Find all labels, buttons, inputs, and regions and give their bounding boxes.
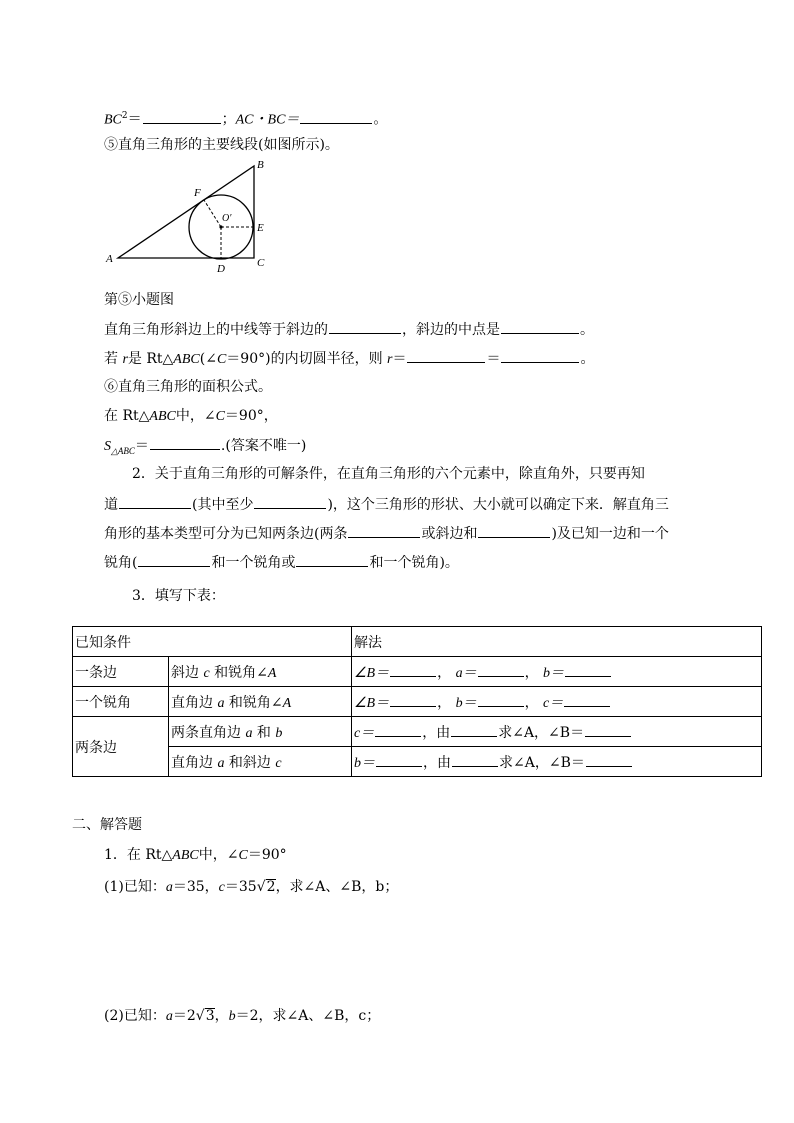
var-a: a xyxy=(245,725,253,741)
b-label: b＝ xyxy=(455,695,477,711)
var-c: c xyxy=(218,880,225,895)
row3-condition xyxy=(169,717,352,747)
var-a-angle: A xyxy=(282,695,292,711)
var-c: c xyxy=(203,665,210,681)
blank-cell[interactable] xyxy=(585,722,631,737)
right-triangle-incircle-figure xyxy=(104,158,274,276)
table-row xyxy=(73,627,762,657)
var-a: a xyxy=(217,755,225,771)
angle-b-label: ∠B＝ xyxy=(354,665,390,681)
sqrt-sign: √ xyxy=(256,879,266,895)
table-row xyxy=(73,687,762,717)
b-label: b＝ xyxy=(354,755,375,771)
eq-sign-2: ＝ xyxy=(486,351,501,367)
p1-text-d: ，求∠A、∠B，b； xyxy=(275,879,399,895)
var-c: c xyxy=(275,755,282,771)
q2-line-1: 2．关于直角三角形的可解条件，在直角三角形的六个元素中，除直角外，只要再知 xyxy=(132,466,645,482)
row1-method xyxy=(352,657,762,687)
blank-cell[interactable] xyxy=(390,662,436,677)
table-row xyxy=(73,717,762,747)
cond-text: 斜边 xyxy=(171,664,199,681)
solution-table xyxy=(72,626,762,777)
blank-known-count[interactable] xyxy=(119,494,191,509)
c-label: c＝ xyxy=(543,695,564,711)
blank-cell[interactable] xyxy=(452,752,498,767)
find-text: 求∠A，∠B＝ xyxy=(499,754,585,771)
var-b: b xyxy=(228,1009,236,1024)
q2-line-3 xyxy=(104,523,669,544)
c-label: c＝ xyxy=(354,725,375,741)
q3-heading: 3．填写下表： xyxy=(132,588,225,604)
blank-cell[interactable] xyxy=(478,662,524,677)
row1-condition xyxy=(169,657,352,687)
var-a: a xyxy=(217,695,225,711)
var-abc: ABC xyxy=(149,409,176,424)
row4-condition xyxy=(169,747,352,777)
blank-r-formula-2[interactable] xyxy=(501,348,579,363)
cond-text: 和锐角∠ xyxy=(228,694,283,711)
q2-text-i: 和一个锐角)。 xyxy=(369,555,459,571)
figure-caption: 第⑤小题图 xyxy=(104,292,174,308)
q2-text-d: 角形的基本类型可分为已知两条边(两条 xyxy=(104,526,348,542)
p2-text-a: (2)已知： xyxy=(104,1008,166,1024)
sep: ， xyxy=(437,694,452,711)
label-e: E xyxy=(257,222,264,234)
b-label: b＝ xyxy=(543,665,565,681)
rt-text-b: 中，∠ xyxy=(175,408,216,424)
sqrt-radicand: 3 xyxy=(205,1008,215,1024)
by-text: ，由 xyxy=(423,754,451,771)
blank-median[interactable] xyxy=(329,319,401,334)
p1-text-b: ＝35， xyxy=(172,879,219,895)
label-d: D xyxy=(217,263,225,275)
incircle-text-c: (∠ xyxy=(199,351,217,367)
incircle-text-a: 若 xyxy=(104,351,118,367)
var-abc: ABC xyxy=(173,352,200,367)
area-formula-line xyxy=(104,435,306,461)
q1-text-c: ＝90° xyxy=(247,847,287,863)
product-line xyxy=(104,106,387,131)
header-method: 解法 xyxy=(352,627,762,657)
section2-title: 二、解答题 xyxy=(72,817,142,833)
period: 。 xyxy=(373,111,388,128)
median-text-a: 直角三角形斜边上的中线等于斜边的 xyxy=(104,322,328,338)
bc-label: BC xyxy=(104,112,122,128)
var-r2: r xyxy=(387,352,393,367)
cond-text: 和锐角∠ xyxy=(214,664,268,681)
blank-cell[interactable] xyxy=(376,752,422,767)
sep: ， xyxy=(437,664,452,681)
rt-text-c: ＝90°， xyxy=(224,408,278,424)
row2-type: 一个锐角 xyxy=(73,687,169,717)
cond-text: 两条直角边 xyxy=(171,724,241,741)
blank-cell[interactable] xyxy=(478,692,524,707)
p1-text-c: ＝35 xyxy=(224,879,257,895)
var-c: C xyxy=(215,409,225,424)
sep: ， xyxy=(524,694,539,711)
radius-of xyxy=(204,200,221,227)
sqrt-radicand: 2 xyxy=(266,879,276,895)
q2-text-c: )，这个三角形的形状、大小就可以确定下来．解直角三 xyxy=(327,497,669,513)
median-text-b: ，斜边的中点是 xyxy=(402,322,500,338)
blank-hyp-and[interactable] xyxy=(478,523,550,538)
blank-cell[interactable] xyxy=(390,692,436,707)
q2-text-e: 或斜边和 xyxy=(421,526,478,542)
q2-text-f: )及已知一边和一个 xyxy=(551,526,669,542)
var-r: r xyxy=(122,352,128,367)
var-s-subscript: △ABC xyxy=(111,445,135,456)
angle-b-label: ∠B＝ xyxy=(354,695,390,711)
blank-cell[interactable] xyxy=(375,722,421,737)
blank-side-1[interactable] xyxy=(138,552,210,567)
blank-side-2[interactable] xyxy=(296,552,368,567)
find-text: 求∠A，∠B＝ xyxy=(498,724,585,741)
q2-line-4 xyxy=(104,552,459,573)
blank-area[interactable] xyxy=(150,435,220,450)
var-a: a xyxy=(165,1009,173,1024)
row34-type: 两条边 xyxy=(73,717,169,777)
var-a: a xyxy=(165,880,173,895)
label-a: A xyxy=(106,253,113,265)
rt-line xyxy=(104,406,278,427)
triangle-abc xyxy=(118,166,254,258)
var-c: C xyxy=(238,848,248,863)
cond-text: 和斜边 xyxy=(228,754,271,771)
label-b: B xyxy=(257,159,264,171)
label-c: C xyxy=(257,257,265,269)
blank-bc-squared[interactable] xyxy=(143,109,221,124)
median-line xyxy=(104,319,594,340)
blank-cell[interactable] xyxy=(565,662,611,677)
q2-text-a: 道 xyxy=(104,497,118,513)
row2-method xyxy=(352,687,762,717)
q2-text-h: 和一个锐角或 xyxy=(211,555,296,571)
blank-r-formula-1[interactable] xyxy=(407,348,485,363)
sqrt-sign: √ xyxy=(195,1008,205,1024)
by-text: ，由 xyxy=(422,724,451,741)
row4-method xyxy=(352,747,762,777)
p1-text-a: (1)已知： xyxy=(104,879,166,895)
incircle-end: 。 xyxy=(580,351,595,367)
table-row xyxy=(73,657,762,687)
eq-sign: ＝ xyxy=(392,351,407,367)
rt-text-a: 在 Rt△ xyxy=(104,408,150,424)
q2-text-b: (其中至少 xyxy=(192,497,254,513)
q1-text-a: 1．在 Rt△ xyxy=(104,847,173,863)
separator: ； xyxy=(221,111,236,128)
var-a-angle: A xyxy=(267,665,277,681)
blank-ac-bc[interactable] xyxy=(300,109,372,124)
blank-cell[interactable] xyxy=(451,722,497,737)
ac-bc-label: AC・BC＝ xyxy=(235,112,300,128)
cond-text: 和 xyxy=(256,724,271,741)
row1-type: 一条边 xyxy=(73,657,169,687)
sep: ， xyxy=(524,664,539,681)
section2-p1 xyxy=(104,877,398,898)
label-o: O′ xyxy=(222,213,232,224)
section2-p2 xyxy=(104,1006,380,1027)
cond-text: 直角边 xyxy=(171,754,213,771)
incircle-text-b: 是 Rt△ xyxy=(127,351,174,367)
p2-text-b: ＝2 xyxy=(172,1008,196,1024)
var-b: b xyxy=(275,725,283,741)
item5-heading: ⑤直角三角形的主要线段(如图所示)。 xyxy=(104,137,339,153)
eq-sign: ＝ xyxy=(134,438,149,454)
incircle-line xyxy=(104,348,594,370)
q2-text-g: 锐角( xyxy=(104,555,138,571)
p2-text-c: ， xyxy=(214,1008,229,1024)
var-abc: ABC xyxy=(172,848,199,863)
item6-heading: ⑥直角三角形的面积公式。 xyxy=(104,379,272,395)
label-f: F xyxy=(194,187,201,199)
q1-text-b: 中，∠ xyxy=(198,847,239,863)
a-label: a＝ xyxy=(455,665,477,681)
q2-line-2 xyxy=(104,494,669,515)
section2-q1 xyxy=(104,845,287,866)
blank-two-sides[interactable] xyxy=(348,523,420,538)
blank-cell[interactable] xyxy=(586,752,632,767)
var-s: S xyxy=(104,439,111,454)
var-c: C xyxy=(216,352,227,367)
row2-condition xyxy=(169,687,352,717)
blank-midpoint[interactable] xyxy=(501,319,579,334)
cond-text: 直角边 xyxy=(171,694,213,711)
blank-cell[interactable] xyxy=(564,692,610,707)
table-row xyxy=(73,747,762,777)
header-known: 已知条件 xyxy=(73,627,352,657)
eq-sign: ＝ xyxy=(127,111,142,128)
area-note: .(答案不唯一) xyxy=(220,438,307,454)
bc-exponent: 2 xyxy=(121,111,128,121)
blank-at-least[interactable] xyxy=(254,494,326,509)
p2-text-d: ＝2，求∠A、∠B，c； xyxy=(235,1008,381,1024)
row3-method xyxy=(352,717,762,747)
median-end: 。 xyxy=(580,322,594,338)
incircle-text-d: ＝90°)的内切圆半径，则 xyxy=(226,351,383,367)
center-point xyxy=(219,225,222,228)
